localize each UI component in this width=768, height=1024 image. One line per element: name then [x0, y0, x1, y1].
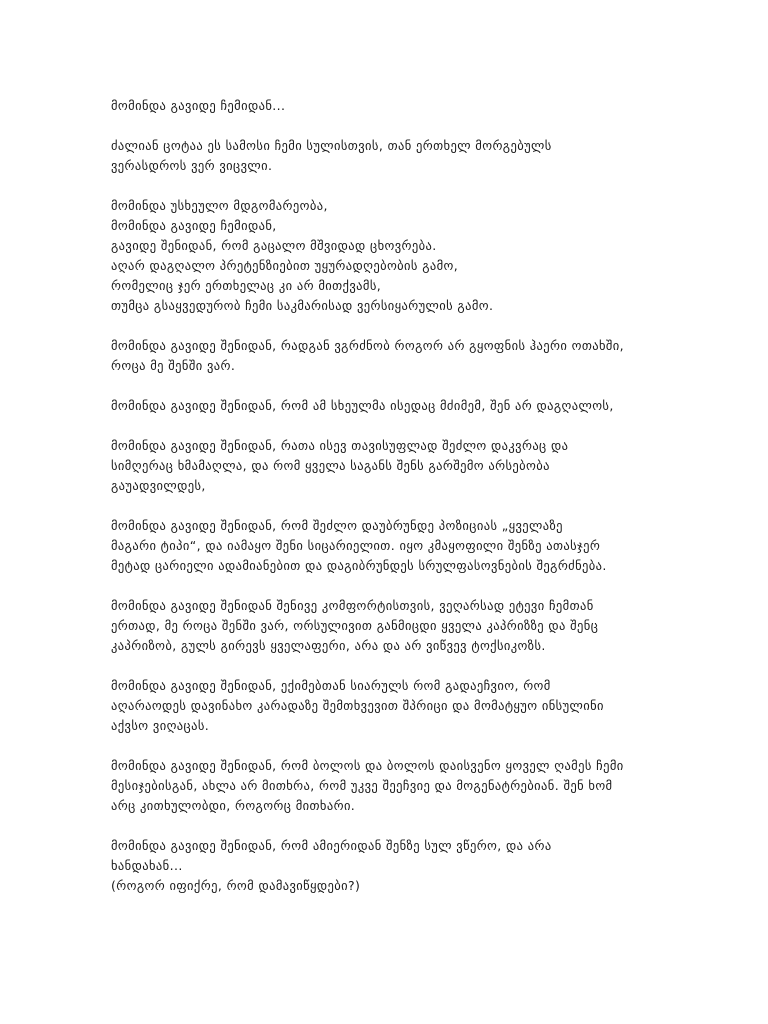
paragraph [111, 676, 711, 736]
text-line: კაპრიზობ, გულს გირევს ყველაფერი, არა და არ ვიწვევ ტოქსიკოზს. [111, 638, 546, 653]
text-line: მომინდა გავიდე შენიდან, რომ შეძლო დაუბრუნდე პოზიციას „ყველაზე [111, 518, 563, 533]
paragraph [111, 196, 711, 316]
text-line: ხანდახან... [111, 858, 183, 873]
text-line: აქვსო ვიღაცას. [111, 718, 210, 733]
paragraph [111, 136, 711, 176]
text-line: როცა მე შენში ვარ. [111, 358, 236, 373]
text-line: აღარ დაგღალო პრეტენზიებით უყურადღებობის გამო, [111, 258, 459, 273]
text-line: ვერასდროს ვერ ვიცვლი. [111, 158, 273, 173]
poem-text [111, 96, 711, 916]
text-line: თუმცა გსაყვედურობ ჩემი საკმარისად ვერსიყარულის გამო. [111, 298, 494, 313]
text-line: რომელიც ჯერ ერთხელაც კი არ მითქვამს, [111, 278, 382, 293]
text-line: მაგარი ტიპი“, და იამაყო შენი სიცარიელით. იყო კმაყოფილი შენზე ათასჯერ [111, 538, 601, 553]
text-line: მესიჯებისგან, ახლა არ მითხრა, რომ უკვე შეეჩვიე და მოგენატრებიან. შენ ხომ [111, 778, 613, 793]
paragraph [111, 836, 711, 896]
text-line: მომინდა გავიდე ჩემიდან... [111, 98, 286, 113]
paragraph [111, 756, 711, 816]
paragraph [111, 516, 711, 576]
paragraph [111, 336, 711, 376]
paragraph [111, 96, 711, 116]
text-line: მომინდა გავიდე შენიდან, ექიმებთან სიარულს რომ გადაეჩვიო, რომ [111, 678, 551, 693]
text-line: მომინდა გავიდე შენიდან, რომ ბოლოს და ბოლოს დაისვენო ყოველ ღამეს ჩემი [111, 758, 624, 773]
text-line: მომინდა გავიდე შენიდან, რადგან ვგრძნობ როგორ არ გყოფნის ჰაერი ოთახში, [111, 338, 625, 353]
text-line: ძალიან ცოტაა ეს სამოსი ჩემი სულისთვის, თან ერთხელ მორგებულს [111, 138, 552, 153]
paragraph [111, 396, 711, 416]
text-line: მეტად ცარიელი ადამიანებით და დაგიბრუნდეს სრულფასოვნების შეგრძნება. [111, 558, 607, 573]
text-line: არც კითხულობდი, როგორც მითხარი. [111, 798, 356, 813]
text-line: (როგორ იფიქრე, რომ დამავიწყდები?) [111, 878, 361, 893]
text-line: მომინდა უსხეულო მდგომარეობა, [111, 198, 328, 213]
paragraph [111, 436, 711, 496]
text-line: მომინდა გავიდე შენიდან, რომ ამიერიდან შენზე სულ ვწერო, და არა [111, 838, 552, 853]
text-line: მომინდა გავიდე შენიდან, რომ ამ სხეულმა ისედაც მძიმემ, შენ არ დაგღალოს, [111, 398, 614, 413]
text-line: გაუადვილდეს, [111, 478, 206, 493]
text-line: მომინდა გავიდე შენიდან, რათა ისევ თავისუფლად შეძლო დაკვრაც და [111, 438, 569, 453]
text-line: ერთად, მე როცა შენში ვარ, ორსულივით განმიცდი ყველა კაპრიზზე და შენც [111, 618, 599, 633]
text-line: აღარაოდეს დავინახო კარადაზე შემთხვევით შპრიცი და მომატყუო ინსულინი [111, 698, 604, 713]
paragraph [111, 596, 711, 656]
text-line: გავიდე შენიდან, რომ გაცალო მშვიდად ცხოვრება. [111, 238, 437, 253]
text-line: მომინდა გავიდე ჩემიდან, [111, 218, 277, 233]
text-line: მომინდა გავიდე შენიდან შენივე კომფორტისთვის, ვეღარსად ეტევი ჩემთან [111, 598, 594, 613]
text-line: სიმღერაც ხმამაღლა, და რომ ყველა საგანს შენს გარშემო არსებობა [111, 458, 550, 473]
